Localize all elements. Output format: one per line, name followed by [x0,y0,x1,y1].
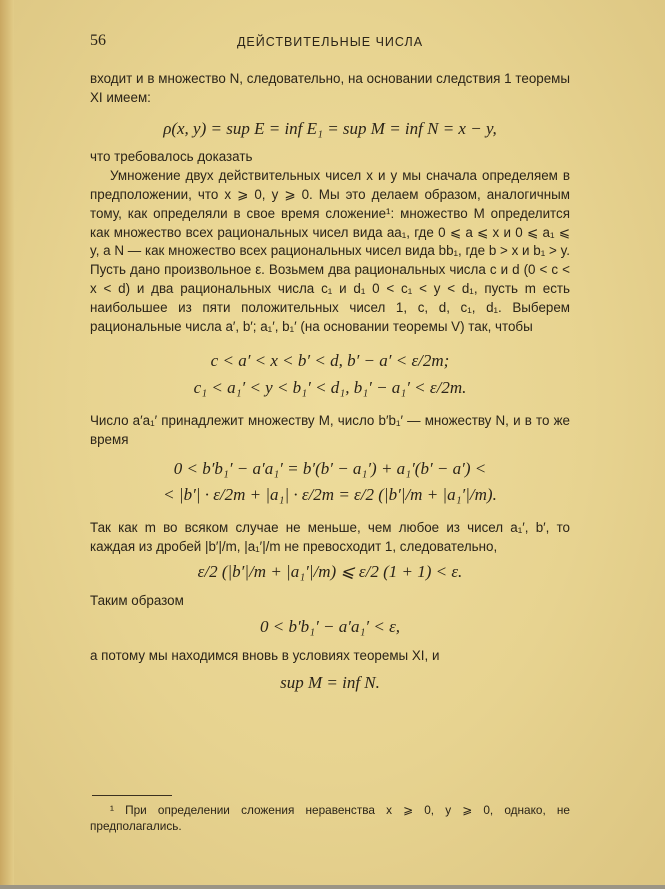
formula-product-difference: 0 < b′b₁′ − a′a₁′ = b′(b′ − a₁′) + a₁′(b′ − a′) < [173,458,487,478]
paragraph-4: Число a′a₁′ принадлежит множеству M, число b′b₁′ — множеству N, и в то же время [90,412,570,447]
paragraph-2: что требовалось доказать [90,149,253,165]
formula-product-bound: < |b′| · ε/2m + |a₁| · ε/2m = ε/2 (|b′|/m + |a₁′|/m). [163,485,497,505]
page-body [90,70,570,693]
formula-fraction-bound: ε/2 (|b′|/m + |a₁′|/m) ⩽ ε/2 (1 + 1) < ε. [197,561,463,581]
footnote-rule [92,795,172,796]
formula-inequality-2: c₁ < a₁′ < y < b₁′ < d₁, b₁′ − a₁′ < ε/2m. [193,378,467,398]
formula-inequality-1: c < a′ < x < b′ < d, b′ − a′ < ε/2m; [210,351,450,371]
page-spine-shadow [0,0,14,885]
footnote [90,802,570,834]
paragraph-7: а потому мы находимся вновь в условиях теоремы XI, и [90,648,440,664]
footnote-text: ¹ При определении сложения неравенства x ⩾ 0, y ⩾ 0, однако, не предполагались. [90,803,570,833]
paragraph-1: входит и в множество N, следовательно, на основании следствия 1 теоремы XI имеем: [90,71,570,105]
page-number: 56 [90,32,106,49]
page-header [90,32,570,52]
formula-sup-inf: sup M = inf N. [280,672,380,692]
page-bottom-edge [0,885,665,889]
formula-distance: ρ(x, y) = sup E = inf E₁ = sup M = inf N = x − y, [163,118,497,138]
formula-epsilon-bound: 0 < b′b₁′ − a′a₁′ < ε, [259,617,401,637]
paragraph-5: Так как m во всяком случае не меньше, чем любое из чисел a₁′, b′, то каждая из дробей |b′|/m, |a₁′|/m не превосходит 1, следовательно, [90,520,570,554]
paragraph-6: Таким образом [90,592,184,608]
paragraph-3: Умножение двух действительных чисел x и y мы сначала определяем в предположении, что x ⩾ 0, y ⩾ 0. Мы это делаем образом, аналогичным тому, как определяли в свое время сложение¹: множество M определится как множество всех рациональных чисел вида aa₁, где 0 ⩽ a ⩽ x и 0 ⩽ a₁ ⩽ y, а N — как множество всех рациональных чисел вида bb₁, где b > x и b₁ > y. Пусть дано произвольное ε. Возьмем два рациональных числа c и d (0 < c < x < d) и два рациональных числа c₁ и d₁ 0 < c₁ < y < d₁, пусть m есть наибольшее из пяти положительных чисел 1, c, d, c₁, d₁. Выберем рациональные числа a′, b′; a₁′, b₁′ (на основании теоремы V) так, чтобы [90,168,570,334]
running-head: ДЕЙСТВИТЕЛЬНЫЕ ЧИСЛА [236,35,424,49]
